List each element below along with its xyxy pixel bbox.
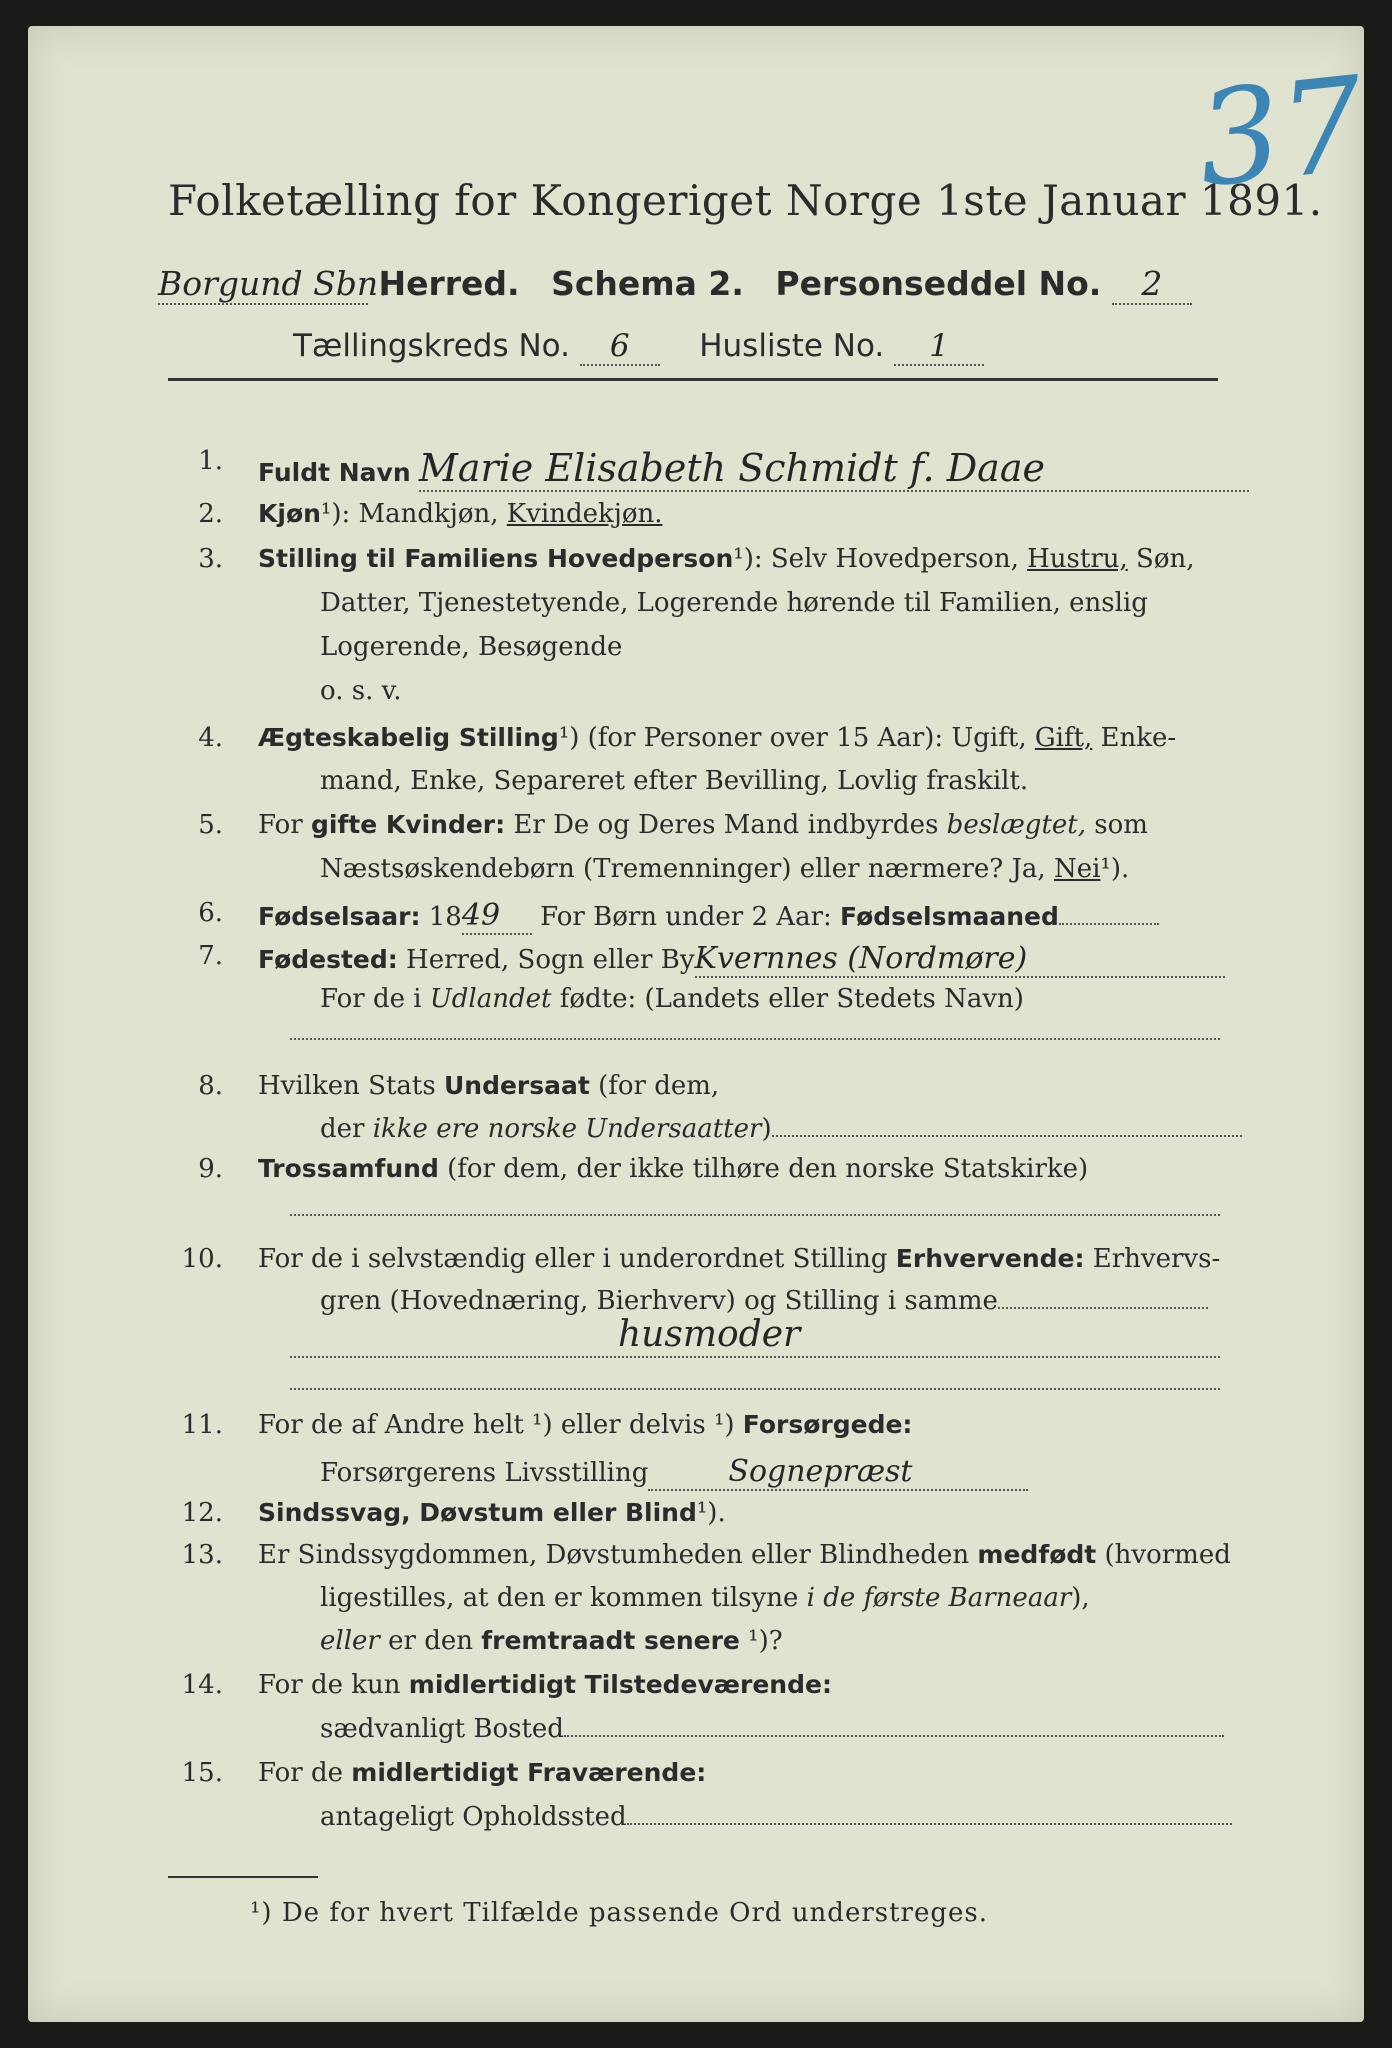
item-number: 10. <box>181 1244 223 1274</box>
item-label: Trossamfund <box>258 1154 439 1183</box>
item-text: som <box>1086 810 1148 840</box>
item-text: For <box>258 810 311 840</box>
item-text: ¹): Selv Hovedperson, <box>733 544 1028 574</box>
dotted-field <box>290 1214 1220 1216</box>
footnote-mark: ¹)? <box>739 1626 783 1656</box>
selected-option: Hustru, <box>1027 544 1128 574</box>
item-label: midlertidigt Fraværende: <box>351 1758 707 1787</box>
item-label: medfødt <box>977 1540 1097 1569</box>
supporter-value: Sognepræst <box>648 1454 1028 1491</box>
item-label: Fødselsaar: <box>258 902 421 931</box>
item-text: Herred, Sogn eller By <box>397 945 695 975</box>
item-3-line4: o. s. v. <box>320 676 402 706</box>
dotted-field <box>772 1135 1242 1137</box>
personseddel-value: 2 <box>1112 264 1192 305</box>
item-text: er den <box>379 1626 482 1656</box>
item-number: 1. <box>198 446 223 476</box>
item-text: Næstsøskendebørn (Tremenninger) eller nærmere? Ja, <box>320 854 1054 884</box>
item-text: antageligt Opholdssted <box>320 1802 627 1832</box>
item-text: ikke ere norske Undersaatter <box>372 1114 762 1144</box>
item-text: gren (Hovednæring, Bierhverv) og Stilling i samme <box>320 1286 998 1316</box>
item-text: Enke- <box>1092 723 1177 753</box>
dotted-field <box>290 1038 1220 1040</box>
item-text: sædvanligt Bosted <box>320 1714 564 1744</box>
header-row-herred <box>158 264 1192 305</box>
item-label: fremtraadt senere <box>481 1626 740 1655</box>
item-13-line3 <box>320 1626 783 1656</box>
item-10-line2 <box>320 1286 1208 1316</box>
dotted-field <box>627 1823 1232 1825</box>
item-text: Forsørgerens Livsstilling <box>320 1458 649 1488</box>
selected-option: Nei <box>1053 854 1101 884</box>
item-text: Er De og Deres Mand indbyrdes <box>505 810 947 840</box>
item-text: For de i selvstændig eller i underordnet Stilling <box>258 1244 896 1274</box>
birthplace-value: Kvernnes (Nordmøre) <box>695 941 1225 978</box>
header-row-kreds <box>293 328 984 366</box>
item-label: Stilling til Familiens Hovedperson <box>258 544 734 573</box>
item-text: For Børn under 2 Aar: <box>531 902 841 932</box>
dotted-field <box>564 1735 1224 1737</box>
item-number: 14. <box>181 1670 223 1700</box>
item-5-line2 <box>320 854 1129 884</box>
item-4-line2: mand, Enke, Separeret efter Bevilling, Lovlig fraskilt. <box>320 766 1029 796</box>
item-text: ligestilles, at den er kommen tilsyne <box>320 1583 807 1613</box>
item-text: Udlandet <box>429 984 552 1014</box>
item-text: beslægtet, <box>946 810 1086 840</box>
item-label: Kjøn <box>258 499 321 528</box>
item-text: Søn, <box>1127 544 1195 574</box>
footnote-rule <box>168 1876 318 1878</box>
item-text: ¹) (for Personer over 15 Aar): Ugift, <box>558 723 1035 753</box>
schema-label: Schema 2. <box>551 264 744 303</box>
item-text: For de af Andre helt ¹) eller delvis ¹) <box>258 1410 743 1440</box>
item-number: 4. <box>198 723 223 753</box>
item-15-line2 <box>320 1802 1232 1832</box>
occupation-value: husmoder <box>618 1314 801 1355</box>
item-number: 7. <box>198 941 223 971</box>
item-label: Forsørgede: <box>742 1410 913 1439</box>
item-text: i de første Barneaar <box>806 1583 1072 1613</box>
item-label: Fødested: <box>258 945 398 974</box>
dotted-field <box>998 1307 1208 1309</box>
item-text: Erhvervs- <box>1084 1244 1221 1274</box>
item-label: Ægteskabelig Stilling <box>258 723 559 752</box>
full-name-value: Marie Elisabeth Schmidt f. Daae <box>419 446 1249 492</box>
footnote-mark: ¹ <box>320 499 332 529</box>
form-title: Folketælling for Kongeriget Norge 1ste Januar 1891. <box>168 176 1323 225</box>
herred-value: Borgund Sbn. <box>158 264 389 303</box>
item-number: 5. <box>198 810 223 840</box>
item-11-line2 <box>320 1454 1028 1491</box>
item-number: 6. <box>198 898 223 928</box>
husliste-label: Husliste No. <box>699 328 885 364</box>
item-text: For de i <box>320 984 430 1014</box>
item-text: (for dem, <box>589 1071 720 1101</box>
item-number: 13. <box>181 1540 223 1570</box>
dotted-field <box>1059 923 1159 925</box>
selected-option: Kvindekjøn. <box>506 499 663 529</box>
dotted-field <box>290 1356 1220 1358</box>
census-form <box>28 26 1371 2022</box>
item-label: midlertidigt Tilstedeværende: <box>408 1670 832 1699</box>
item-text: fødte: (Landets eller Stedets Navn) <box>551 984 1024 1014</box>
herred-label: Herred. <box>378 264 520 303</box>
footnote-mark: ¹). <box>1100 854 1130 884</box>
item-number: 3. <box>198 544 223 574</box>
item-label: Undersaat <box>443 1071 590 1100</box>
item-text: For de kun <box>258 1670 409 1700</box>
taellingskreds-value: 6 <box>580 328 660 366</box>
item-number: 11. <box>181 1410 223 1440</box>
item-text: Er Sindssygdommen, Døvstumheden eller Blindheden <box>258 1540 978 1570</box>
item-number: 15. <box>181 1758 223 1788</box>
item-text: For de <box>258 1758 352 1788</box>
footnote-mark: ¹). <box>696 1498 726 1528</box>
item-text: ) <box>761 1114 772 1144</box>
taellingskreds-label: Tællingskreds No. <box>293 328 570 364</box>
item-text: 18 <box>420 902 462 932</box>
item-text: der <box>320 1114 373 1144</box>
item-label: Fuldt Navn <box>258 458 411 487</box>
stamp-number: 37 <box>1190 47 1371 217</box>
item-text: ), <box>1071 1583 1090 1613</box>
item-8-line2 <box>320 1114 1242 1144</box>
item-14-line2 <box>320 1714 1224 1744</box>
item-7-line2 <box>320 984 1024 1014</box>
item-label: gifte Kvinder: <box>310 810 506 839</box>
item-3-line2: Datter, Tjenestetyende, Logerende hørende til Familien, enslig <box>320 588 1148 618</box>
item-13-line2 <box>320 1583 1090 1613</box>
item-label: Erhvervende: <box>895 1244 1085 1273</box>
item-text: (hvormed <box>1096 1540 1231 1570</box>
item-text: (for dem, der ikke tilhøre den norske Statskirke) <box>438 1154 1089 1184</box>
item-text: eller <box>320 1626 380 1656</box>
item-text: ): Mandkjøn, <box>331 499 507 529</box>
selected-option: Gift, <box>1034 723 1093 753</box>
item-number: 8. <box>198 1071 223 1101</box>
husliste-value: 1 <box>894 328 984 366</box>
item-number: 9. <box>198 1154 223 1184</box>
item-text: Hvilken Stats <box>258 1071 444 1101</box>
item-number: 12. <box>181 1498 223 1528</box>
dotted-field <box>290 1388 1220 1390</box>
birth-year-value: 49 <box>462 898 532 935</box>
item-3-line3: Logerende, Besøgende <box>320 632 623 662</box>
item-label: Sindssvag, Døvstum eller Blind <box>258 1498 697 1527</box>
footnote: ¹) De for hvert Tilfælde passende Ord understreges. <box>250 1898 989 1928</box>
personseddel-label: Personseddel No. <box>775 264 1102 303</box>
header-rule <box>168 378 1218 381</box>
item-number: 2. <box>198 499 223 529</box>
item-label: Fødselsmaaned <box>840 902 1059 931</box>
